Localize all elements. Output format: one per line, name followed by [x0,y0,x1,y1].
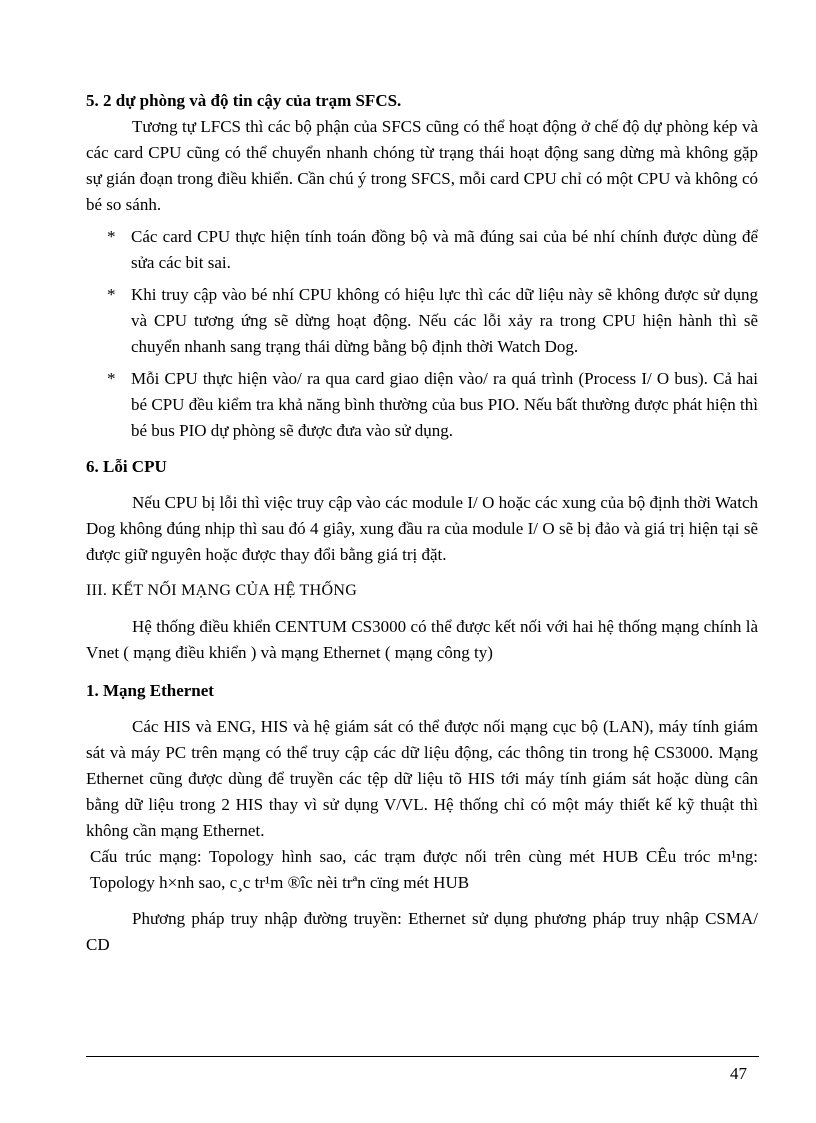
section-6-heading: 6. Lỗi CPU [86,457,167,476]
section-6-body: Nếu CPU bị lỗi thì việc truy cập vào các module I/ O hoặc các xung của bộ định thời Watch Dog không đúng nhịp thì sau đó 4 giây, xung đầu ra của module I/ O sẽ bị đảo và giá trị hiện tại sẽ được giữ nguyên hoặc được thay đổi bằng giá trị đặt. [86,493,758,564]
bullet-asterisk: * [107,227,116,246]
list-item [86,282,758,360]
footer-divider [86,1056,759,1057]
bullet-text: Mỗi CPU thực hiện vào/ ra qua card giao diện vào/ ra quá trình (Process I/ O bus). Cả hai bé CPU đều kiểm tra khả năng bình thường của bus PIO. Nếu bất thường được phát hiện thì bé bus PIO dự phòng sẽ được đưa vào sử dụng. [131,369,758,440]
section-5-intro: Tương tự LFCS thì các bộ phận của SFCS cũng có thể hoạt động ở chế độ dự phòng kép và các card CPU cũng có thể chuyển nhanh chóng từ trạng thái hoạt động sang dừng mà không gặp sự gián đoạn trong điều khiển. Cần chú ý trong SFCS, mỗi card CPU chỉ có một CPU và không có bé so sánh. [86,117,758,214]
section-5-heading: 5. 2 dự phòng và độ tin cậy của trạm SFCS. [86,91,402,110]
list-item [86,366,758,444]
page-number: 47 [730,1064,747,1083]
network-structure-text: Cấu trúc mạng: Topology hình sao, các trạm được nối trên cùng mét HUB CÊu tróc m¹ng: Topology h×nh sao, c¸c tr¹m ®îc nèi trªn cïng mét HUB [90,847,758,892]
section-1-body: Các HIS và ENG, HIS và hệ giám sát có thể được nối mạng cục bộ (LAN), máy tính giám sát và máy PC trên mạng có thể truy cập các dữ liệu động, các thông tin trong hệ CS3000. Mạng Ethernet cũng được dùng để truyền các tệp dữ liệu tõ HIS tới máy tính giám sát hoặc dùng cân bằng dữ liệu trong 2 HIS thay vì sử dụng V/VL. Hệ thống chỉ có một máy thiết kế kỹ thuật thì không cần mạng Ethernet. [86,717,758,840]
section-5-bullet-list [86,224,758,444]
access-method-text: Phương pháp truy nhập đường truyền: Ethernet sử dụng phương pháp truy nhập CSMA/ CD [86,909,758,954]
bullet-asterisk: * [107,285,116,304]
section-III-body: Hệ thống điều khiển CENTUM CS3000 có thể được kết nối với hai hệ thống mạng chính là Vnet ( mạng điều khiển ) và mạng Ethernet ( mạng công ty) [86,617,758,662]
list-item [86,224,758,276]
bullet-asterisk: * [107,369,116,388]
section-1-heading: 1. Mạng Ethernet [86,681,214,700]
bullet-text: Các card CPU thực hiện tính toán đồng bộ và mã đúng sai của bé nhí chính được dùng để sửa các bit sai. [131,227,758,272]
bullet-text: Khi truy cập vào bé nhí CPU không có hiệu lực thì các dữ liệu này sẽ không được sử dụng và CPU tương ứng sẽ dừng hoạt động. Nếu các lỗi xảy ra trong CPU hiện hành thì sẽ chuyển nhanh sang trạng thái dừng bằng bộ định thời Watch Dog. [131,285,758,356]
document-page [86,88,758,958]
section-III-heading: III. KẾT NỐI MẠNG CỦA HỆ THỐNG [86,582,358,599]
